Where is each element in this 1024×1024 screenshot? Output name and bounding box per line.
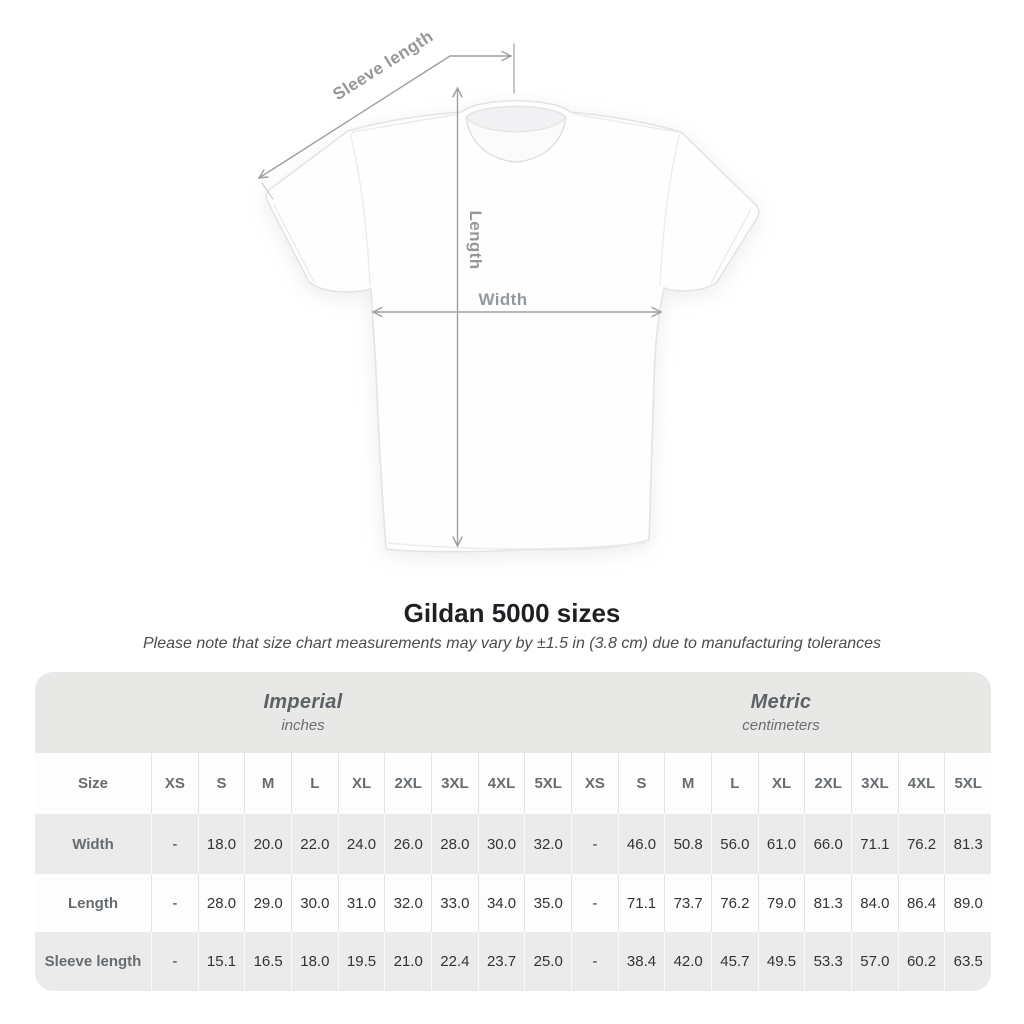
width-metric-values <box>571 814 991 874</box>
sleeve-value-cell: - <box>571 932 618 991</box>
length-value-cell: - <box>151 874 198 932</box>
page-title: Gildan 5000 sizes <box>403 598 621 628</box>
length-value-cell: 30.0 <box>291 874 338 932</box>
sleeve-value-cell: 16.5 <box>244 932 291 991</box>
length-value-cell: 84.0 <box>851 874 898 932</box>
sleeve-imperial-values <box>151 932 571 991</box>
length-value-cell: 76.2 <box>711 874 758 932</box>
length-label: Length <box>466 210 485 270</box>
length-value-cell: 73.7 <box>664 874 711 932</box>
width-value-cell: 81.3 <box>944 814 991 874</box>
sleeve-length-label: Sleeve length <box>329 26 437 105</box>
length-row <box>35 874 991 932</box>
length-value-cell: 32.0 <box>384 874 431 932</box>
width-value-cell: - <box>151 814 198 874</box>
size-header-cell: 4XL <box>898 753 945 814</box>
units-header-row <box>35 672 991 753</box>
size-header-cell: XS <box>151 753 198 814</box>
sleeve-value-cell: 42.0 <box>664 932 711 991</box>
width-value-cell: 32.0 <box>524 814 571 874</box>
sleeve-value-cell: 63.5 <box>944 932 991 991</box>
length-value-cell: 71.1 <box>618 874 665 932</box>
sleeve-value-cell: 21.0 <box>384 932 431 991</box>
length-value-cell: 35.0 <box>524 874 571 932</box>
width-value-cell: 24.0 <box>338 814 385 874</box>
sleeve-length-row <box>35 932 991 991</box>
sleeve-metric-values <box>571 932 991 991</box>
size-header-cell: XS <box>571 753 618 814</box>
sleeve-value-cell: - <box>151 932 198 991</box>
width-value-cell: 28.0 <box>431 814 478 874</box>
width-imperial-values <box>151 814 571 874</box>
size-column-header: Size <box>77 775 108 792</box>
width-value-cell: 20.0 <box>244 814 291 874</box>
metric-unit-label: centimeters <box>742 717 820 734</box>
size-header-cell: 3XL <box>851 753 898 814</box>
length-value-cell: 34.0 <box>478 874 525 932</box>
size-header-cell: 4XL <box>478 753 525 814</box>
width-value-cell: 76.2 <box>898 814 945 874</box>
sleeve-value-cell: 49.5 <box>758 932 805 991</box>
width-value-cell: - <box>571 814 618 874</box>
size-header-cell: M <box>244 753 291 814</box>
sleeve-value-cell: 19.5 <box>338 932 385 991</box>
length-value-cell: 33.0 <box>431 874 478 932</box>
length-value-cell: 86.4 <box>898 874 945 932</box>
width-value-cell: 50.8 <box>664 814 711 874</box>
length-value-cell: 29.0 <box>244 874 291 932</box>
length-row-label: Length <box>68 894 118 912</box>
imperial-section-header <box>35 672 571 753</box>
metric-label: Metric <box>750 691 812 713</box>
sleeve-value-cell: 57.0 <box>851 932 898 991</box>
imperial-label: Imperial <box>263 691 343 713</box>
sleeve-value-cell: 25.0 <box>524 932 571 991</box>
sleeve-value-cell: 18.0 <box>291 932 338 991</box>
length-metric-values <box>571 874 991 932</box>
width-value-cell: 18.0 <box>198 814 245 874</box>
width-value-cell: 22.0 <box>291 814 338 874</box>
width-value-cell: 61.0 <box>758 814 805 874</box>
size-chart-table <box>35 672 991 991</box>
sleeve-value-cell: 23.7 <box>478 932 525 991</box>
length-value-cell: 89.0 <box>944 874 991 932</box>
width-value-cell: 71.1 <box>851 814 898 874</box>
length-value-cell: - <box>571 874 618 932</box>
size-header-cell: S <box>618 753 665 814</box>
width-value-cell: 66.0 <box>804 814 851 874</box>
metric-size-headers <box>571 753 991 814</box>
sleeve-length-row-label: Sleeve length <box>44 953 142 970</box>
size-header-cell: 2XL <box>804 753 851 814</box>
width-row <box>35 814 991 874</box>
sleeve-value-cell: 38.4 <box>618 932 665 991</box>
sleeve-value-cell: 53.3 <box>804 932 851 991</box>
size-header-cell: XL <box>338 753 385 814</box>
width-value-cell: 30.0 <box>478 814 525 874</box>
imperial-size-headers <box>151 753 571 814</box>
size-header-cell: 5XL <box>524 753 571 814</box>
width-label: Width <box>478 290 528 309</box>
sleeve-value-cell: 22.4 <box>431 932 478 991</box>
imperial-unit-label: inches <box>281 717 325 734</box>
length-value-cell: 79.0 <box>758 874 805 932</box>
size-header-cell: 2XL <box>384 753 431 814</box>
length-value-cell: 81.3 <box>804 874 851 932</box>
tolerance-note: Please note that size chart measurements may vary by ±1.5 in (3.8 cm) due to manufacturing tolerances <box>142 635 882 652</box>
size-header-cell: XL <box>758 753 805 814</box>
size-header-cell: M <box>664 753 711 814</box>
length-value-cell: 28.0 <box>198 874 245 932</box>
sleeve-value-cell: 45.7 <box>711 932 758 991</box>
length-imperial-values <box>151 874 571 932</box>
length-value-cell: 31.0 <box>338 874 385 932</box>
size-header-cell: 5XL <box>944 753 991 814</box>
metric-section-header <box>571 672 991 753</box>
size-header-cell: 3XL <box>431 753 478 814</box>
sleeve-value-cell: 60.2 <box>898 932 945 991</box>
width-value-cell: 56.0 <box>711 814 758 874</box>
width-row-label: Width <box>72 835 114 853</box>
size-header-row <box>35 753 991 814</box>
tshirt-illustration <box>266 101 759 552</box>
size-header-cell: L <box>711 753 758 814</box>
size-header-cell: S <box>198 753 245 814</box>
size-header-cell: L <box>291 753 338 814</box>
width-value-cell: 46.0 <box>618 814 665 874</box>
sleeve-value-cell: 15.1 <box>198 932 245 991</box>
width-value-cell: 26.0 <box>384 814 431 874</box>
